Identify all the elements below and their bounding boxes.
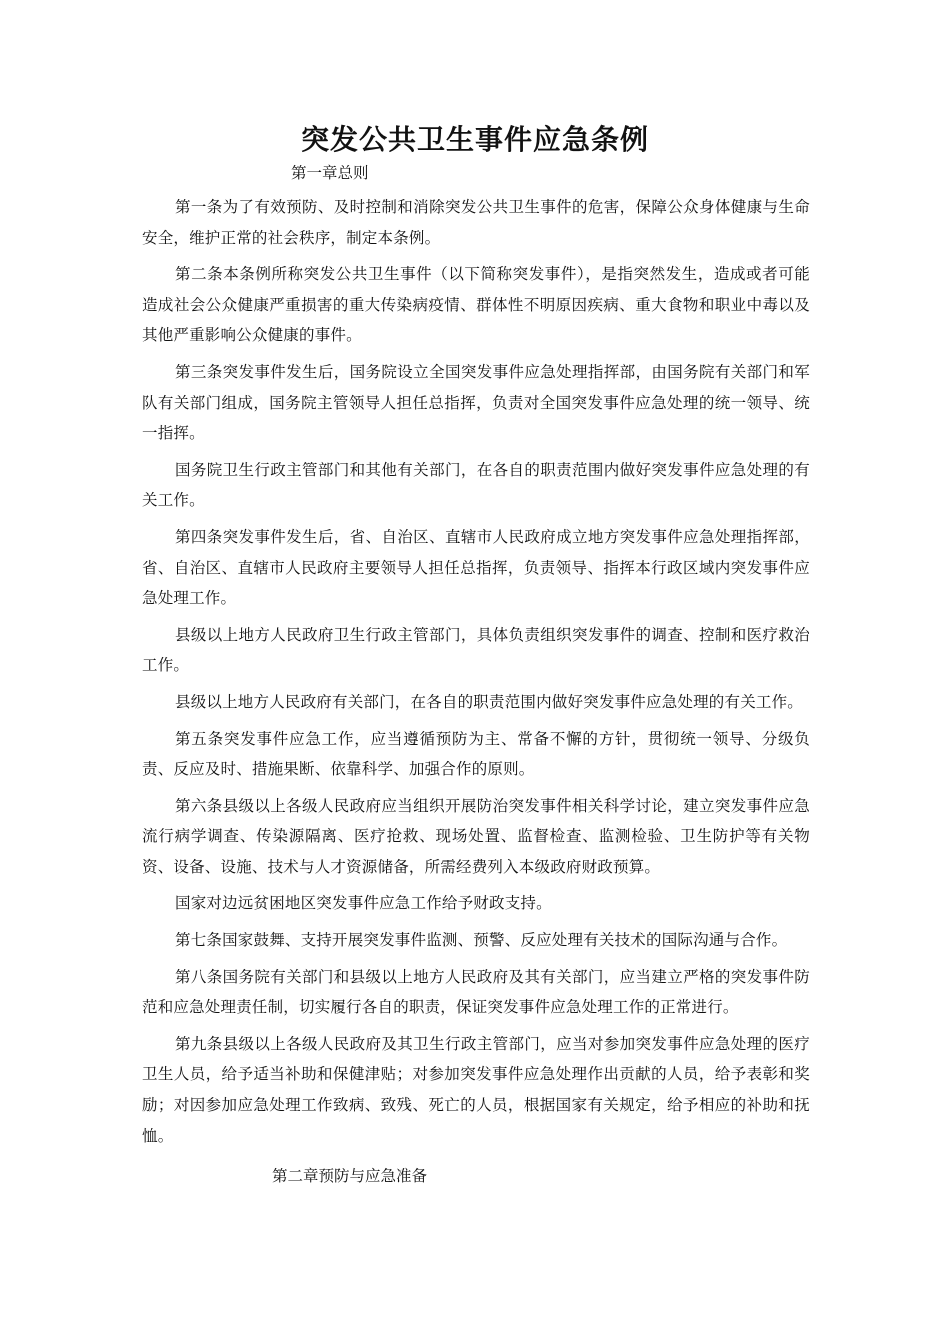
article-5-paragraph: 第五条突发事件应急工作，应当遵循预防为主、常备不懈的方针，贯彻统一领导、分级负责、反应及时、措施果断、依靠科学、加强合作的原则。 bbox=[142, 729, 810, 779]
chapter-heading: 第一章总则 bbox=[291, 164, 369, 182]
article-3-subparagraph: 国务院卫生行政主管部门和其他有关部门，在各自的职责范围内做好突发事件应急处理的有关工作。 bbox=[142, 460, 810, 510]
article-4-paragraph: 第四条突发事件发生后，省、自治区、直辖市人民政府成立地方突发事件应急处理指挥部，省、自治区、直辖市人民政府主要领导人担任总指挥，负责领导、指挥本行政区域内突发事件应急处理工作。 bbox=[142, 527, 810, 608]
article-6-subparagraph: 国家对边远贫困地区突发事件应急工作给予财政支持。 bbox=[175, 894, 552, 913]
article-7-paragraph: 第七条国家鼓舞、支持开展突发事件监测、预警、反应处理有关技术的国际沟通与合作。 bbox=[175, 931, 788, 950]
article-3-paragraph: 第三条突发事件发生后，国务院设立全国突发事件应急处理指挥部，由国务院有关部门和军队有关部门组成，国务院主管领导人担任总指挥，负责对全国突发事件应急处理的统一领导、统一指挥。 bbox=[142, 362, 810, 443]
document-body bbox=[142, 192, 810, 1157]
article-1-paragraph: 第一条为了有效预防、及时控制和消除突发公共卫生事件的危害，保障公众身体健康与生命安全，维护正常的社会秩序，制定本条例。 bbox=[142, 198, 810, 247]
document-title: 突发公共卫生事件应急条例 bbox=[300, 123, 649, 156]
article-4-subparagraph-2: 县级以上地方人民政府有关部门，在各自的职责范围内做好突发事件应急处理的有关工作。 bbox=[175, 692, 804, 711]
article-4-subparagraph-1: 县级以上地方人民政府卫生行政主管部门，具体负责组织突发事件的调查、控制和医疗救治工作。 bbox=[142, 625, 810, 675]
article-9-paragraph: 第九条县级以上各级人民政府及其卫生行政主管部门，应当对参加突发事件应急处理的医疗卫生人员，给予适当补助和保健津贴；对参加突发事件应急处理作出贡献的人员，给予表彰和奖励；对因参加应急处理工作致病、致残、死亡的人员，根据国家有关规定，给予相应的补助和抚恤。 bbox=[142, 1034, 810, 1145]
article-8-paragraph: 第八条国务院有关部门和县级以上地方人民政府及其有关部门，应当建立严格的突发事件防范和应急处理责任制，切实履行各自的职责，保证突发事件应急处理工作的正常进行。 bbox=[142, 967, 810, 1017]
chapter-heading: 第二章预防与应急准备 bbox=[272, 1167, 428, 1185]
article-6-paragraph: 第六条县级以上各级人民政府应当组织开展防治突发事件相关科学讨论，建立突发事件应急流行病学调查、传染源隔离、医疗抢救、现场处置、监督检查、监测检验、卫生防护等有关物资、设备、设施、技术与人才资源储备，所需经费列入本级政府财政预算。 bbox=[142, 796, 810, 876]
article-2-paragraph: 第二条本条例所称突发公共卫生事件（以下简称突发事件），是指突然发生，造成或者可能造成社会公众健康严重损害的重大传染病疫情、群体性不明原因疾病、重大食物和职业中毒以及其他严重影响公众健康的事件。 bbox=[142, 265, 810, 345]
